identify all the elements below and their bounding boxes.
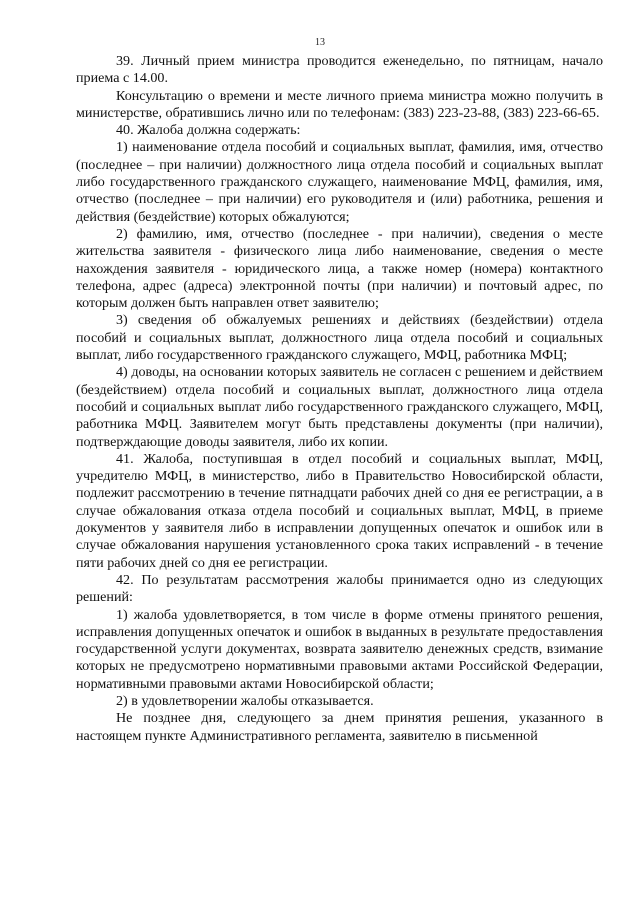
- paragraph-41: 41. Жалоба, поступившая в отдел пособий и социальных выплат, МФЦ, учредителю МФЦ, в министерство, либо в Правительство Новосибирской области, подлежит рассмотрению в течение пятнадцати рабочих дней со дня ее регистрации, а в случае обжалования отказа отдела пособий и социальных выплат, МФЦ, в приеме документов у заявителя либо в исправлении допущенных опечаток и ошибок или в случае обжалования нарушения установленного срока таких исправлений - в течение пяти рабочих дней со дня ее регистрации.: [76, 450, 603, 571]
- page-number: 13: [315, 37, 325, 48]
- paragraph-40-item-2: 2) фамилию, имя, отчество (последнее - при наличии), сведения о месте жительства заявителя - физического лица либо наименование, сведения о месте нахождения заявителя - юридического лица, а также номер (номера) контактного телефона, адрес (адреса) электронной почты (при наличии) и почтовый адрес, по которым должен быть направлен ответ заявителю;: [76, 225, 603, 312]
- paragraph-42: 42. По результатам рассмотрения жалобы принимается одно из следующих решений:: [76, 571, 603, 606]
- paragraph-consultation: Консультацию о времени и месте личного приема министра можно получить в министерстве, обратившись лично или по телефонам: (383) 223-23-88, (383) 223-66-65.: [76, 87, 603, 121]
- document-body: [76, 53, 603, 745]
- paragraph-40: 40. Жалоба должна содержать:: [116, 122, 301, 139]
- paragraph-final: Не позднее дня, следующего за днем принятия решения, указанного в настоящем пункте Административного регламента, заявителю в письменной: [76, 710, 603, 744]
- paragraph-42-item-2: 2) в удовлетворении жалобы отказывается.: [116, 692, 374, 709]
- paragraph-40-item-4: 4) доводы, на основании которых заявитель не согласен с решением и действием (бездействием) отдела пособий и социальных выплат, должностного лица отдела пособий и социальных выплат либо государственного гражданского служащего, МФЦ, работника МФЦ. Заявителем могут быть представлены документы (при наличии), подтверждающие доводы заявителя, либо их копии.: [76, 364, 603, 450]
- paragraph-40-item-1: 1) наименование отдела пособий и социальных выплат, фамилия, имя, отчество (последнее – при наличии) должностного лица отдела пособий и социальных выплат либо государственного гражданского служащего, наименование МФЦ, фамилия, имя, отчество (последнее – при наличии) его руководителя и (или) работника, решения и действия (бездействие) которых обжалуются;: [76, 139, 603, 225]
- paragraph-39: 39. Личный прием министра проводится еженедельно, по пятницам, начало приема с 14.00.: [76, 53, 603, 87]
- paragraph-42-item-1: 1) жалоба удовлетворяется, в том числе в форме отмены принятого решения, исправления допущенных опечаток и ошибок в выданных в результате предоставления государственной услуги документах, возврата заявителю денежных средств, взимание которых не предусмотрено нормативными правовыми актами Российской Федерации, нормативными правовыми актами Новосибирской области;: [76, 606, 603, 692]
- paragraph-40-item-3: 3) сведения об обжалуемых решениях и действиях (бездействии) отдела пособий и социальных выплат, должностного лица отдела пособий и социальных выплат, либо государственного гражданского служащего, МФЦ, работника МФЦ;: [76, 312, 603, 364]
